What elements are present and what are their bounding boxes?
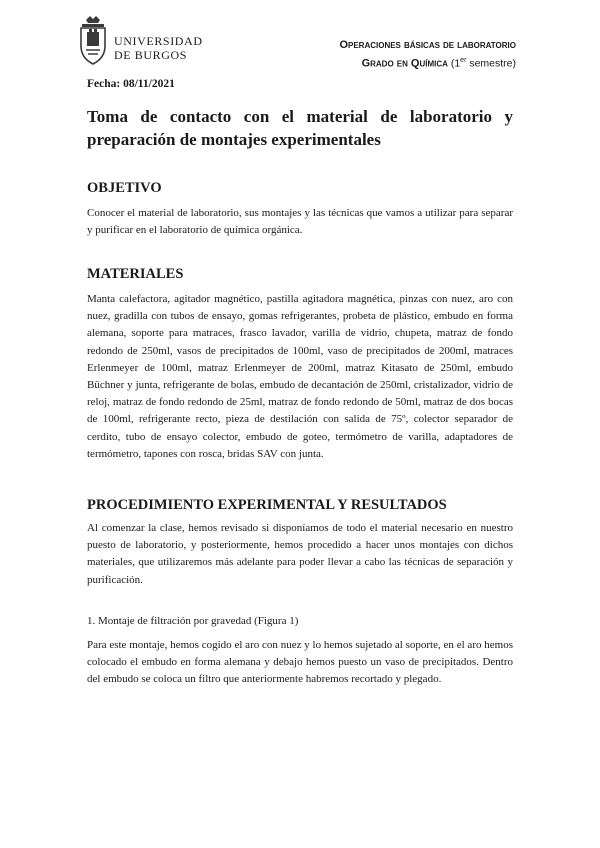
procedimiento-heading: PROCEDIMIENTO EXPERIMENTAL Y RESULTADOS [87, 497, 447, 513]
university-line-1: UNIVERSIDAD [114, 34, 203, 48]
objetivo-text: Conocer el material de laboratorio, sus montajes y las técnicas que vamos a utilizar para separar y purificar en el laboratorio de química orgánica. [87, 207, 513, 237]
page-title: Toma de contacto con el material de laboratorio y preparación de montajes experimentales [87, 107, 513, 149]
course-header [339, 38, 516, 72]
degree-name: Grado en Química [361, 57, 448, 70]
university-line-2: DE BURGOS [114, 48, 188, 62]
filtracion-text: Para este montaje, hemos cogido el aro con nuez y lo hemos sujetado al soporte, en el aro hemos colocado el embudo en forma alemana y debajo hemos puesto un vaso de precipitados. Dentro del embudo se coloca un filtro que anteriormente habremos recortado y plegado. [87, 639, 513, 686]
filtracion-subheading: 1. Montaje de filtración por gravedad (Figura 1) [87, 615, 299, 627]
date-line: Fecha: 08/11/2021 [87, 78, 175, 90]
course-subtitle [339, 53, 516, 72]
objetivo-heading: OBJETIVO [87, 180, 162, 196]
procedimiento-text: Al comenzar la clase, hemos revisado si disponíamos de todo el material necesario en nuestro puesto de laboratorio, y posteriormente, hemos procedido a hacer unos montajes con dichos materiales, que utilizaremos más adelante para poder llevar a cabo las técnicas de separación y purificación. [87, 522, 513, 586]
materiales-heading: MATERIALES [87, 266, 184, 282]
semester-close: semestre) [466, 57, 516, 70]
crest-icon [78, 14, 108, 66]
semester-sup: er [460, 57, 467, 64]
semester-open: (1 [447, 57, 461, 70]
materiales-text: Manta calefactora, agitador magnético, pastilla agitadora magnética, pinzas con nuez, aro con nuez, gradilla con tubos de ensayo, gomas refrigerantes, probeta de plástico, embudo en forma alemana, soporte para matraces, frasco lavador, varilla de vidrio, chupeta, matraz de fondo redondo de 250ml, vasos de precipitados de 100ml, vaso de precipitados de 200ml, matraces Erlenmeyer de 100ml, matraz Erlenmeyer de 200ml, matraz Kitasato de 250ml, embudo Büchner y junta, refrigerante de bolas, embudo de decantación de 250ml, cristalizador, vidrio de reloj, matraz de fondo redondo de 25ml, matraz de fondo redondo de 50ml, matraz de dos bocas de 100ml, refrigerante recto, pieza de destilación con salida de 75º, colector separador de cerdito, tubo de ensayo colector, embudo de goteo, termómetro de varilla, adaptadores de termómetro, tapones con rosca, bridas SAV con junta. [87, 293, 513, 460]
course-title: Operaciones básicas de laboratorio [339, 39, 516, 51]
university-logo [78, 14, 203, 70]
university-name [114, 34, 203, 62]
